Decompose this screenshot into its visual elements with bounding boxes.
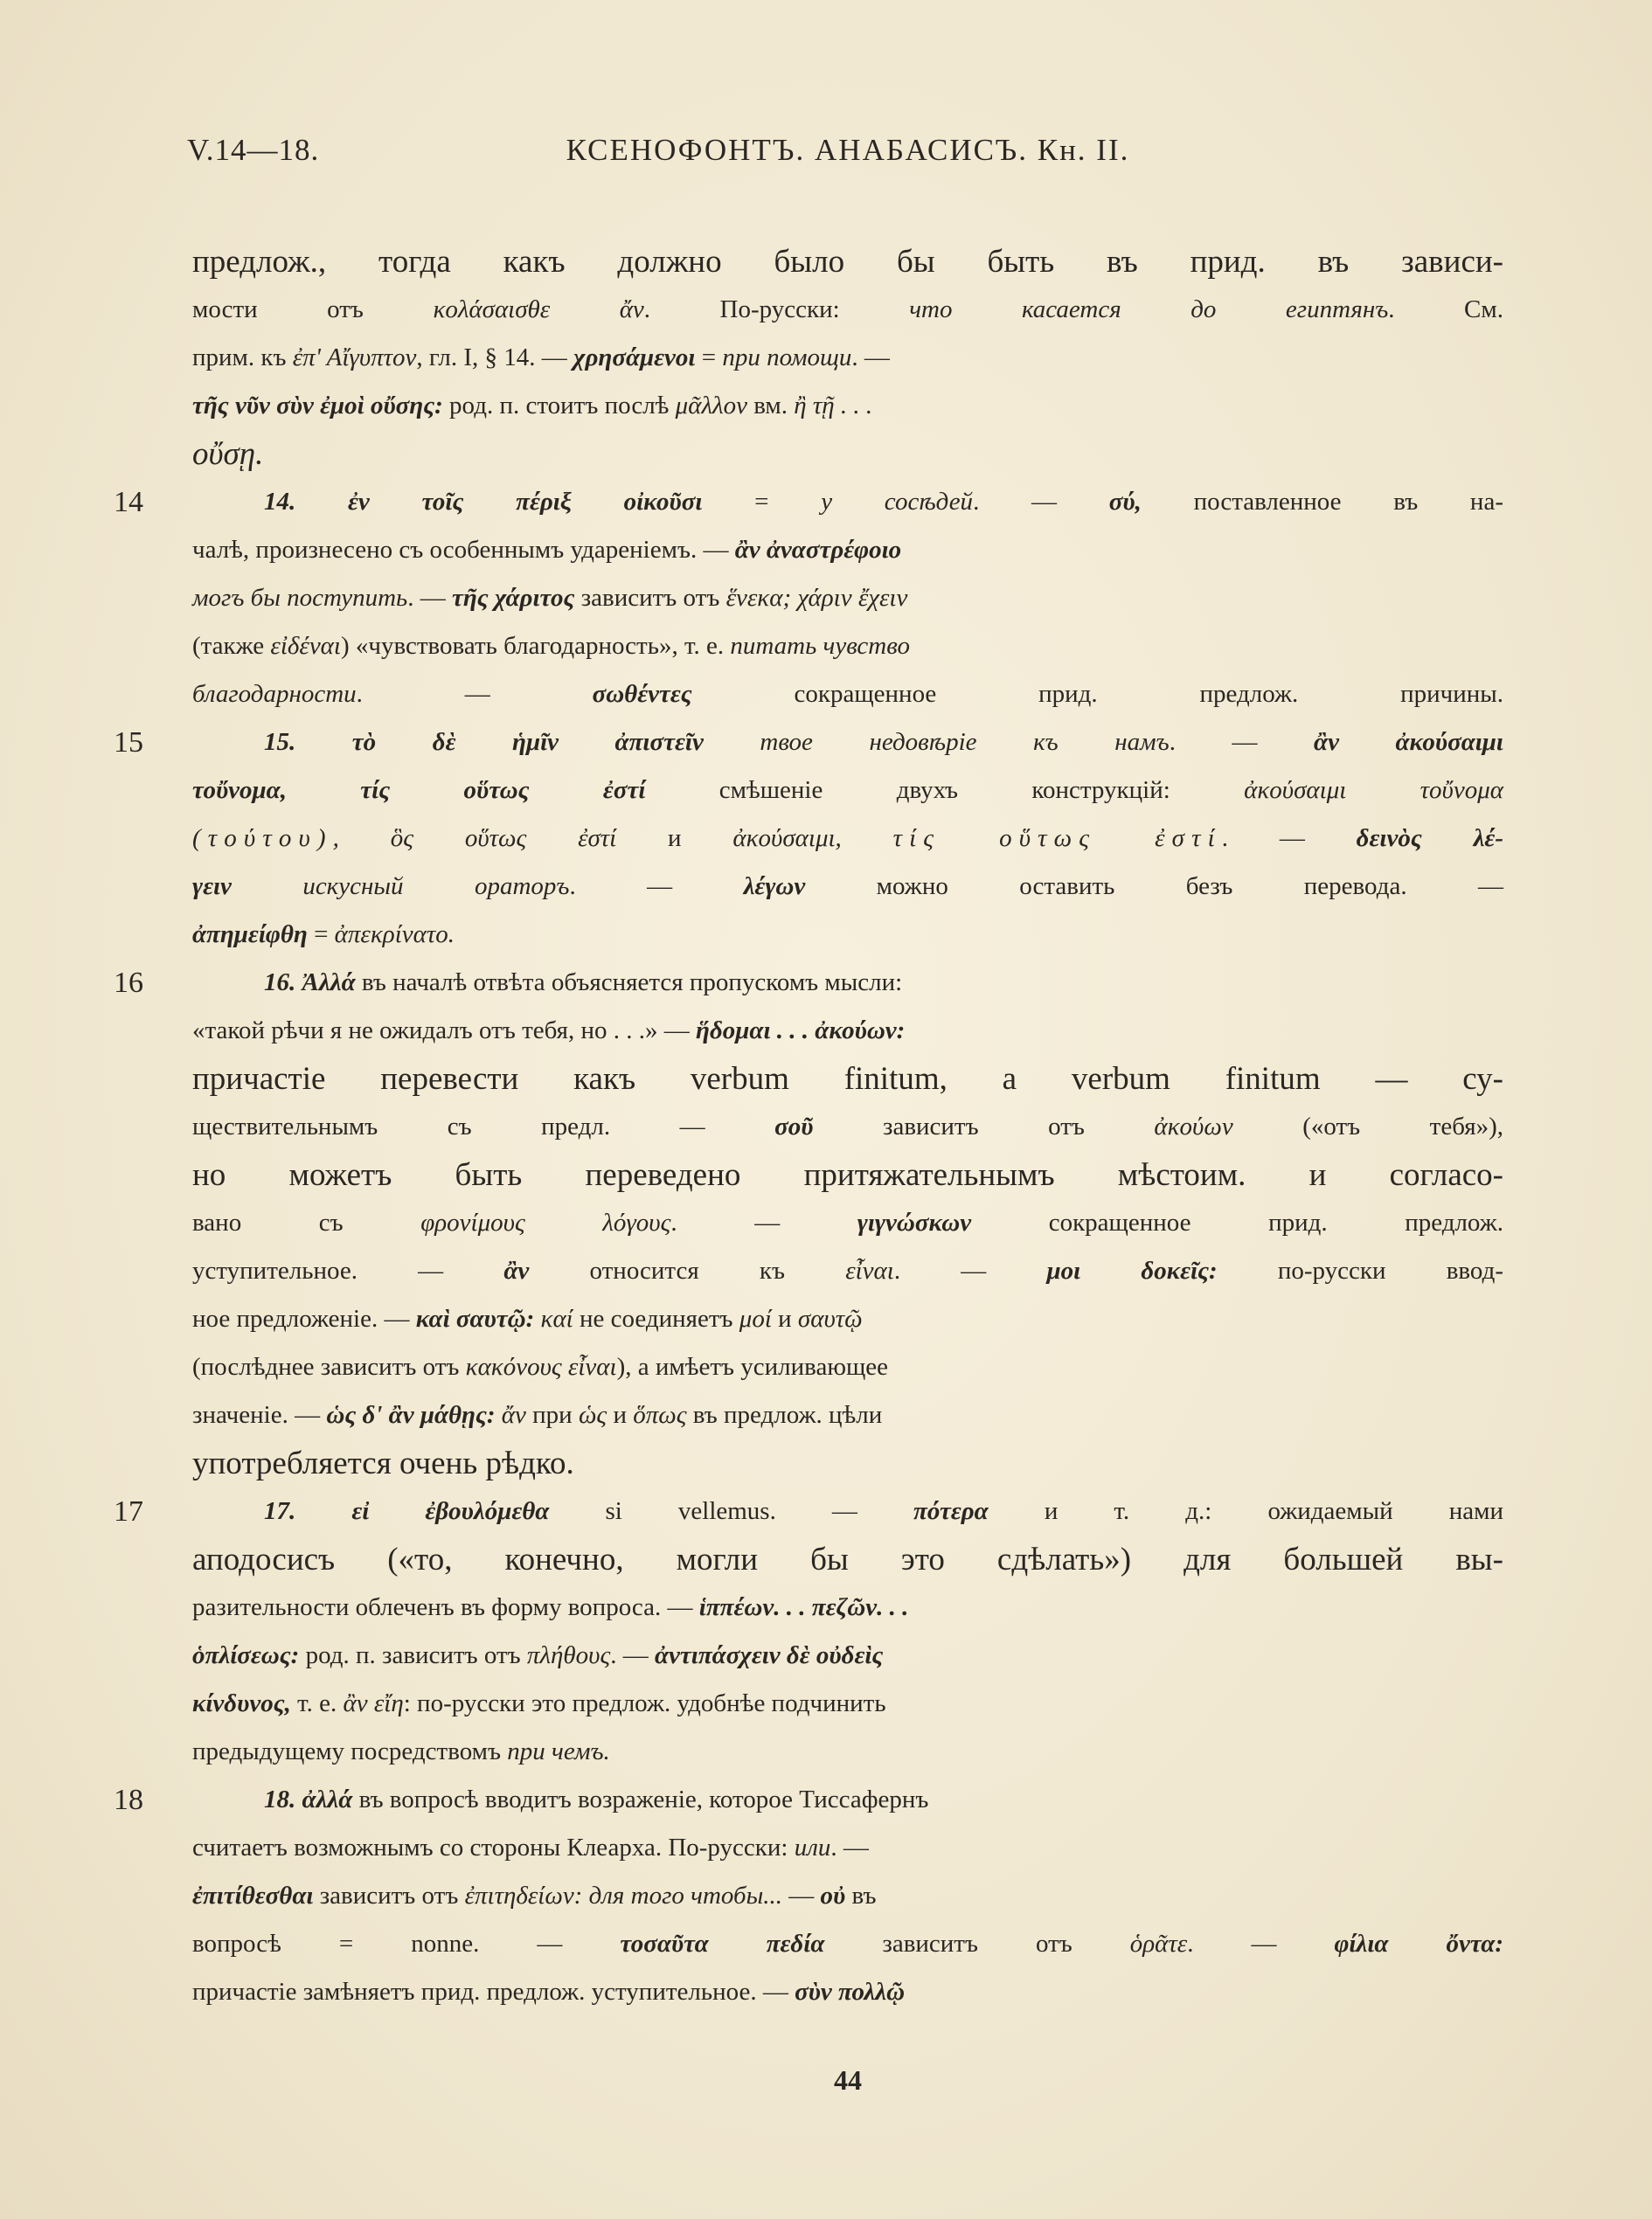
line-text [192,776,1503,804]
line-text [192,244,1503,280]
text-run: но можетъ быть переведено притяжательнымъ мѣстоим. и согласо- [192,1157,1503,1193]
greek-lemma: πότερα [913,1497,989,1525]
greek-lemma: δεινὸς λέ- [1356,824,1503,852]
line-text [192,1353,888,1381]
italic-text: κολάσαισθε ἄν [433,295,644,323]
commentary-paragraph [114,1487,1503,1776]
italic-text: εἶναι [845,1257,894,1285]
greek-lemma: ἥδομαι . . . ἀκούων: [696,1016,906,1044]
text-run: . — [670,1209,857,1237]
text-run: si vellemus. — [549,1497,914,1525]
greek-lemma: ὁπλίσεως: [192,1641,300,1669]
greek-lemma: τοὔνομα, τίς οὕτως ἐστί [192,776,646,804]
text-line [192,622,1503,670]
text-line [192,670,1503,718]
text-run: вм. [746,392,795,420]
text-line [192,334,1503,382]
greek-lemma: λέγων [743,872,806,900]
text-run: смѣшеніе двухъ конструкцій: [645,776,1245,804]
italic-text: питать чувство [730,632,910,660]
text-line [114,718,1503,766]
line-text [192,343,890,371]
text-run: сокращенное прид. предлож. причины. [691,680,1503,708]
italic-text: μοί [739,1305,772,1333]
text-line [192,766,1503,815]
text-line [192,1199,1503,1247]
greek-lemma: 16. Ἀλλά [264,968,356,996]
text-run: причастіе замѣняетъ прид. предлож. уступительное. — [192,1978,795,2006]
text-line [192,1103,1503,1151]
text-run: (послѣднее зависитъ отъ [192,1353,466,1381]
text-line [192,1872,1503,1920]
line-text [192,1737,610,1765]
greek-lemma: μοι δοκεῖς: [1046,1257,1218,1285]
text-run: : по-русски это предлож. удобнѣе подчинить [403,1689,886,1717]
line-text [192,584,907,612]
text-run: вопросѣ = nonne. — [192,1930,621,1958]
text-line [192,1968,1503,2016]
line-text [192,1401,882,1429]
italic-text: ἀκούσαιμι τοὔνομα [1244,776,1503,804]
greek-lemma: ἂν [503,1257,530,1285]
text-run: . См. [1388,295,1503,323]
text-run: предлож., тогда какъ должно было бы быть въ прид. въ зависи- [192,244,1503,280]
italic-text: или [794,1834,831,1862]
line-text [192,392,872,420]
text-run: . — [1169,728,1315,756]
text-run: = [307,920,335,948]
text-run: . — [407,584,452,612]
commentary-text [114,238,1504,2016]
text-run: . — [1221,824,1357,852]
text-run: и [771,1305,798,1333]
text-run: . — [830,1834,869,1862]
greek-lemma: 14. ἐν τοῖς πέριξ οἰκοῦσι [264,488,703,516]
commentary-paragraph [114,1776,1503,2016]
greek-lemma: σὺν πολλῷ [795,1978,906,2006]
italic-text: твое недовѣріе къ намъ [760,728,1170,756]
text-line [192,863,1503,911]
text-line [114,1776,1503,1824]
italic-text: κακόνους εἶναι [465,1353,617,1381]
line-text [192,1257,1503,1285]
text-run: = [702,488,822,516]
text-run: можно оставить безъ перевода. — [805,872,1504,900]
italic-text: ἀκούσαιμι, [732,824,893,852]
text-run: считаетъ возможнымъ со стороны Клеарха. По-русски: [192,1834,795,1862]
text-run: въ предлож. цѣли [686,1401,883,1429]
text-run: относится къ [529,1257,846,1285]
line-text [192,1209,1503,1237]
text-line [192,1007,1503,1055]
greek-lemma: γιγνώσκων [857,1209,972,1237]
greek-lemma: τοσαῦτα πεδία [620,1930,825,1958]
text-run: аподосисъ («то, конечно, могли бы это сдѣлать») для большей вы- [192,1542,1503,1578]
text-run: ) «чувствовать благодарность», т. е. [340,632,731,660]
text-run: . — [610,1641,655,1669]
text-line [114,1487,1503,1536]
commentary-paragraph [114,959,1503,1487]
text-line [192,1439,1503,1487]
text-line [192,815,1503,863]
line-text [192,1930,1503,1958]
line-text [192,1016,905,1044]
margin-section-number: 17 [114,1495,143,1528]
commentary-paragraph [114,718,1504,959]
text-run: зависитъ отъ [574,584,726,612]
italic-text: μᾶλλον [675,392,747,420]
text-run: чалѣ, произнесено съ особеннымъ удареніемъ. — [192,536,735,564]
italic-text: ὁρᾶτε [1129,1930,1188,1958]
italic-text: φρονίμους λόγους [420,1209,671,1237]
text-run: прим. къ [192,343,293,371]
commentary-paragraph [192,238,1503,478]
text-run: вано съ [192,1209,421,1237]
line-text [192,1061,1503,1097]
text-line [192,382,1503,430]
spaced-italic-text: (τούτου) [192,824,333,852]
italic-text: ἐπιτηδείων: для того чтобы... [464,1882,783,1910]
greek-lemma: ἀντιπάσχειν δὲ οὐδεὶς [654,1641,884,1669]
text-run: (также [192,632,271,660]
line-text [264,728,1503,756]
text-line [192,430,1503,478]
text-run: поставленное въ на- [1141,488,1503,516]
line-text [192,1882,876,1910]
text-run: зависитъ отъ [824,1930,1130,1958]
text-line [192,574,1503,622]
italic-text: πλήθους [526,1641,611,1669]
greek-lemma: ἱππέων. . . πεζῶν. . . [698,1593,909,1621]
italic-text: ἄν [501,1401,526,1429]
text-run: т. е. [290,1689,344,1717]
line-text [192,1446,574,1481]
margin-section-number: 16 [114,967,143,999]
text-run: . — [851,343,890,371]
line-text [192,1689,886,1717]
line-text [192,920,455,948]
text-run: и т. д.: ожидаемый нами [988,1497,1503,1525]
greek-lemma: ἂν ἀναστρέφοιο [734,536,902,564]
text-run: и [616,824,733,852]
text-run: въ вопросѣ вводитъ возраженіе, которое Тиссафернъ [352,1786,929,1813]
text-line [192,1680,1503,1728]
text-run: въ [845,1882,877,1910]
text-run: ное предложеніе. — [192,1305,416,1333]
text-line [114,959,1503,1007]
line-text [192,1305,863,1333]
text-run: по-русски ввод- [1217,1257,1503,1285]
page-number: 44 [834,2064,862,2096]
text-line [192,238,1503,286]
line-text [192,872,1503,900]
text-run: и [607,1401,634,1429]
line-text [264,968,902,996]
text-line [192,1391,1503,1439]
line-text [264,1497,1503,1525]
italic-text: искусный ораторъ [302,872,570,900]
greek-lemma: χρησάμενοι [573,343,696,371]
greek-lemma: σύ, [1108,488,1142,516]
section-range: V.14—18. [187,133,320,167]
commentary-paragraph [114,478,1503,718]
greek-lemma: σωθέντες [592,680,692,708]
text-run: — [782,1882,821,1910]
text-run: въ началѣ отвѣта объясняется пропускомъ мысли: [355,968,903,996]
text-run: значеніе. — [192,1401,327,1429]
text-run: род. п. стоитъ послѣ [442,392,676,420]
text-run: разительности облеченъ въ форму вопроса. — [192,1593,699,1621]
text-line [192,1920,1503,1968]
text-line [192,1728,1503,1776]
line-text [192,1641,883,1669]
italic-text: ἀπεκρίνατο. [334,920,455,948]
line-text [192,680,1503,708]
text-run: не соединяетъ [573,1305,739,1333]
italic-text: что касается до египтянъ [909,295,1389,323]
greek-lemma: ἐπιτίθεσθαι [192,1882,314,1910]
text-line [192,1343,1503,1391]
greek-lemma: ἀπημείφθη [192,920,308,948]
italic-text: ἀκούων [1154,1113,1233,1141]
text-run: зависитъ отъ [313,1882,465,1910]
greek-lemma: τῆς νῦν σὺν ἐμοὶ οὔσης: [192,392,443,420]
greek-lemma: κίνδυνος, [192,1689,291,1717]
margin-section-number: 15 [114,726,143,759]
line-text [264,488,1503,516]
line-text [192,536,901,564]
text-run: ществительнымъ съ предл. — [192,1113,775,1141]
running-header [187,129,1503,171]
italic-text: εἰδέναι [270,632,341,660]
italic-text: при чемъ. [507,1737,610,1765]
greek-lemma: τῆς χάριτος [451,584,575,612]
greek-lemma: σοῦ [774,1113,814,1141]
spaced-italic-text: τίς οὕτως ἐστί [892,824,1222,852]
text-line [114,478,1503,526]
greek-lemma: ὡς δ' ἂν μάθῃς: [326,1401,502,1429]
line-text [192,824,1503,852]
greek-lemma: 15. τὸ δὲ ἡμῖν ἀπιστεῖν [264,728,760,756]
text-run: употребляется очень рѣдко. [192,1446,574,1481]
text-run: . — [893,1257,1047,1285]
italic-text: ἕνεκα; χάριν ἔχειν [725,584,908,612]
greek-lemma: ἂν ἀκούσαιμι [1314,728,1503,756]
text-run: ), а имѣетъ усиливающее [616,1353,889,1381]
text-run: . По-русски: [643,295,910,323]
line-text [192,295,1503,323]
italic-text: , ὃς οὕτως ἐστί [332,824,617,852]
margin-section-number: 14 [114,486,143,518]
text-run: мости отъ [192,295,434,323]
italic-text: ἂν εἴη [343,1689,404,1717]
text-run: причастіе перевести какъ verbum finitum, а verbum finitum — су- [192,1061,1503,1097]
greek-lemma: γειν [192,872,303,900]
text-run: . — [356,680,593,708]
line-text [192,1978,905,2006]
text-line [192,1584,1503,1632]
italic-text: ἐπ' Αἴγυπτον [292,343,417,371]
italic-text: могъ бы поступить [192,584,408,612]
line-text [192,1542,1503,1578]
text-run: . — [973,488,1109,516]
italic-text: ὡς [578,1401,607,1429]
italic-text: καί [540,1305,573,1333]
text-run: («отъ тебя»), [1232,1113,1503,1141]
text-line [192,286,1503,334]
italic-text: ὅπως [633,1401,687,1429]
italic-text: σαυτῷ [797,1305,863,1333]
text-run: сокращенное прид. предлож. [971,1209,1503,1237]
italic-text: ἢ τῇ . . . [794,392,873,420]
text-line [192,1295,1503,1343]
text-run: . — [1187,1930,1335,1958]
text-line [192,1151,1503,1199]
text-line [192,1632,1503,1680]
italic-text: при помощи [722,343,852,371]
line-text [192,632,910,660]
text-run: уступительное. — [192,1257,504,1285]
line-text [192,1834,869,1862]
text-line [192,1536,1503,1584]
text-run: . — [569,872,744,900]
greek-lemma: οὐ [820,1882,846,1910]
greek-lemma: 18. ἀλλά [264,1786,353,1813]
text-run: предыдущему посредствомъ [192,1737,508,1765]
text-line [192,526,1503,574]
greek-lemma: καὶ σαυτῷ: [415,1305,541,1333]
line-text [264,1786,928,1813]
text-line [192,1824,1503,1872]
text-run: зависитъ отъ [813,1113,1155,1141]
greek-lemma: φίλια ὄντα: [1334,1930,1503,1958]
greek-lemma: 17. εἰ ἐβουλόμεθα [264,1497,550,1525]
text-run: , гл. I, § 14. — [416,343,573,371]
text-run: род. п. зависитъ отъ [299,1641,527,1669]
running-title: КСЕНОФОНТЪ. АНАБАСИСЪ. Кн. II. [566,133,1130,167]
text-line [192,911,1503,959]
margin-section-number: 18 [114,1784,143,1816]
italic-text: у сосѣдей [821,488,974,516]
line-text [192,1157,1503,1193]
italic-text: οὔσῃ. [192,436,264,472]
text-line [192,1055,1503,1103]
text-run: при [525,1401,579,1429]
line-text [192,1113,1503,1141]
text-run: «такой рѣчи я не ожидалъ отъ тебя, но . . .» — [192,1016,697,1044]
text-line [192,1247,1503,1295]
line-text [192,1593,908,1621]
italic-text: благодарности [192,680,357,708]
line-text [192,436,263,472]
text-run: = [695,343,723,371]
